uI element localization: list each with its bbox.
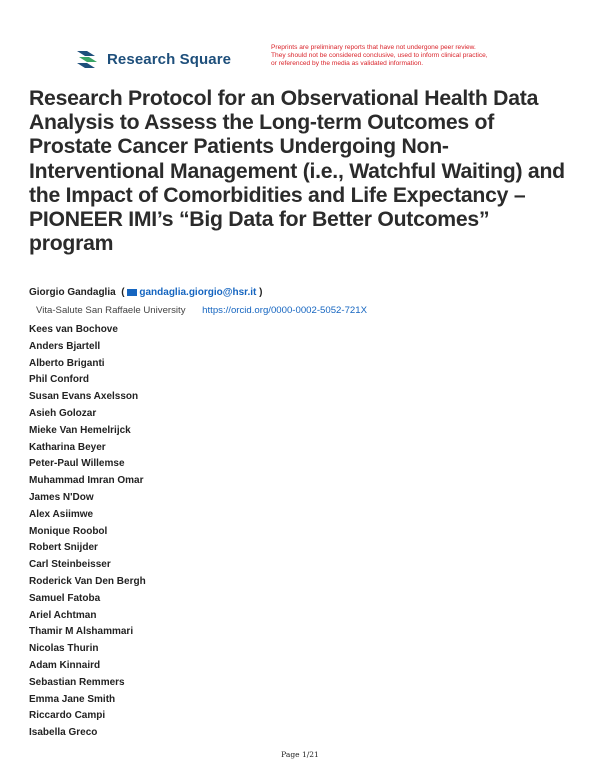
author-name[interactable]: Phil Conford [29, 374, 89, 386]
author-name[interactable]: Nicolas Thurin [29, 643, 99, 655]
author-name[interactable]: Thamir M Alshammari [29, 626, 134, 638]
paper-title: Research Protocol for an Observational Health Data Analysis to Assess the Long-term Outcomes of Prostate Cancer Patients Undergoing Non-Interventional Management (i.e., Watchful Waiting) and the Impact of Comorbidities and Life Expectancy – PIONEER IMI’s “Big Data for Better Outcomes” program [29, 87, 565, 256]
author-name[interactable]: Carl Steinbeisser [29, 559, 111, 571]
research-square-logo[interactable] [75, 48, 231, 70]
author-name[interactable]: Ariel Achtman [29, 609, 97, 621]
author-name[interactable]: Alex Asiimwe [29, 508, 94, 520]
notice-line: Preprints are preliminary reports that have not undergone peer review. [271, 44, 476, 51]
author-name[interactable]: Mieke Van Hemelrijck [29, 424, 131, 436]
paren-open: ( [121, 287, 125, 298]
author-name[interactable]: Alberto Briganti [29, 357, 105, 369]
corresponding-author-name[interactable]: Giorgio Gandaglia [29, 287, 116, 298]
corresponding-author [29, 287, 262, 298]
author-name[interactable]: Peter-Paul Willemse [29, 458, 125, 470]
author-email-link[interactable]: gandaglia.giorgio@hsr.it [139, 287, 257, 298]
author-name[interactable]: Samuel Fatoba [29, 592, 101, 604]
author-name[interactable]: Asieh Golozar [29, 407, 97, 419]
notice-line: They should not be considered conclusive, used to inform clinical practice, [271, 52, 488, 60]
author-name[interactable]: Katharina Beyer [29, 441, 106, 453]
author-name[interactable]: Susan Evans Axelsson [29, 391, 139, 403]
research-square-logo-icon [75, 48, 99, 70]
author-name[interactable]: Roderick Van Den Bergh [29, 575, 146, 587]
author-name[interactable]: Riccardo Campi [29, 710, 106, 722]
author-name[interactable]: Muhammad Imran Omar [29, 475, 144, 487]
author-name[interactable]: James N'Dow [29, 491, 94, 503]
paren-close: ) [259, 287, 263, 298]
author-name[interactable]: Kees van Bochove [29, 324, 118, 335]
orcid-link[interactable]: https://orcid.org/0000-0002-5052-721X [202, 305, 367, 316]
logo-text-main: Research [107, 50, 176, 68]
author-name[interactable]: Anders Bjartell [29, 340, 101, 352]
logo-text-sub: Square [179, 50, 232, 68]
author-name[interactable]: Emma Jane Smith [29, 693, 116, 705]
author-name[interactable]: Robert Snijder [29, 542, 98, 554]
notice-line: or referenced by the media as validated information. [271, 60, 424, 68]
author-affiliation-line [36, 305, 367, 316]
page-header [0, 44, 600, 78]
author-list [29, 322, 146, 742]
preprint-notice [271, 44, 531, 69]
envelope-icon [127, 289, 137, 296]
author-name[interactable]: Monique Roobol [29, 525, 108, 537]
author-name[interactable]: Adam Kinnaird [29, 659, 101, 671]
logo-text [107, 51, 231, 68]
author-name[interactable]: Isabella Greco [29, 727, 98, 739]
page-number: Page 1/21 [281, 750, 319, 759]
affiliation: Vita-Salute San Raffaele University [36, 305, 186, 316]
author-name[interactable]: Sebastian Remmers [29, 676, 125, 688]
